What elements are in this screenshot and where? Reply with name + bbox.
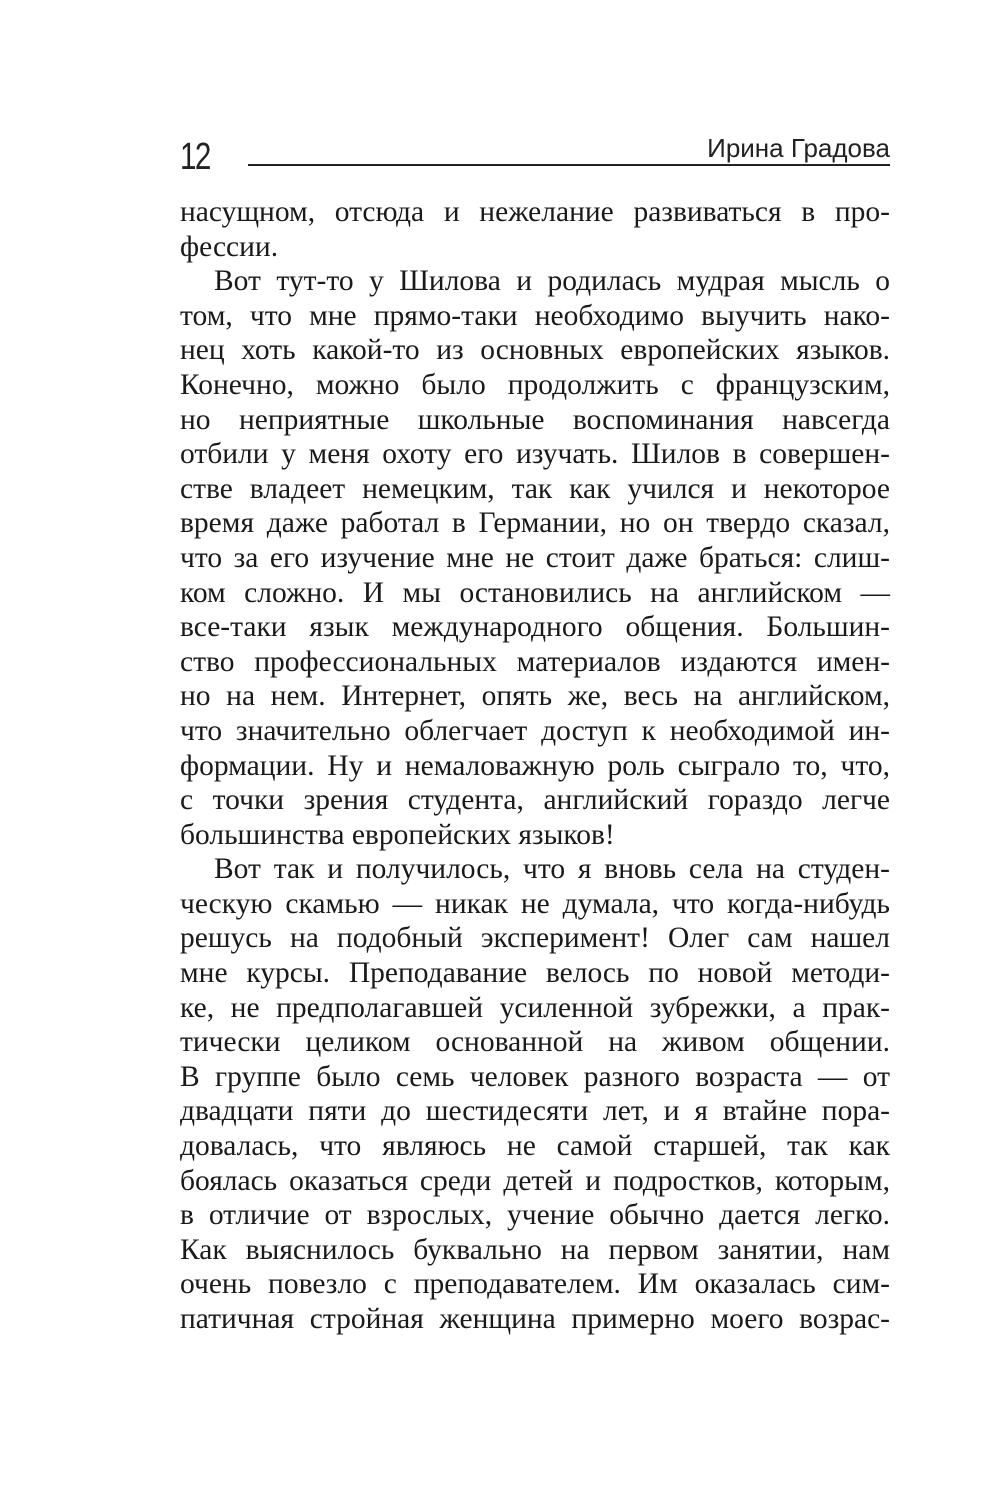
- text-line: ство профессиональных материалов издаются имен-: [180, 645, 890, 678]
- paragraph: [180, 852, 890, 1336]
- page-header: [0, 0, 1000, 200]
- body-text: [180, 195, 890, 1337]
- text-line: ком сложно. И мы остановились на английском —: [180, 576, 890, 609]
- text-line: Вот тут-то у Шилова и родилась мудрая мысль о: [214, 265, 890, 298]
- text-line: стве владеет немецким, так как учился и некоторое: [180, 472, 890, 505]
- text-line: формации. Ну и немаловажную роль сыграло то, что,: [180, 749, 890, 782]
- paragraph: [180, 264, 890, 852]
- text-line: решусь на подобный эксперимент! Олег сам нашел: [180, 922, 890, 955]
- text-line: Вот так и получилось, что я вновь села на студен-: [214, 853, 890, 886]
- text-line: что за его изучение мне не стоит даже браться: слиш-: [180, 541, 890, 574]
- text-line: тически целиком основанной на живом общении.: [180, 1026, 890, 1059]
- text-line: В группе было семь человек разного возраста — от: [180, 1060, 890, 1093]
- text-line: отбили у меня охоту его изучать. Шилов в совершен-: [180, 438, 890, 471]
- text-line: ке, не предполагавшей усиленной зубрежки, а прак-: [180, 991, 890, 1024]
- text-line: Конечно, можно было продолжить с французским,: [180, 368, 890, 401]
- text-line: но на нем. Интернет, опять же, весь на английском,: [180, 680, 890, 713]
- text-line: довалась, что являюсь не самой старшей, так как: [180, 1130, 890, 1163]
- text-line: насущном, отсюда и нежелание развиваться в про-: [180, 196, 890, 228]
- text-line: нец хоть какой-то из основных европейских языков.: [180, 334, 890, 367]
- text-line: патичная стройная женщина примерно моего возрас-: [180, 1303, 890, 1335]
- running-head-author: Ирина Градова: [707, 133, 890, 163]
- text-line: большинства европейских языков!: [180, 818, 615, 851]
- text-line: с точки зрения студента, английский гораздо легче: [180, 784, 890, 817]
- text-line: что значительно облегчает доступ к необходимой ин-: [180, 714, 890, 747]
- text-line: двадцати пяти до шестидесяти лет, и я втайне пора-: [180, 1095, 890, 1128]
- text-line: время даже работал в Германии, но он твердо сказал,: [180, 507, 890, 540]
- text-line: том, что мне прямо-таки необходимо выучить нако-: [180, 299, 890, 332]
- paragraph: [180, 195, 890, 264]
- text-line: Как выяснилось буквально на первом занятии, нам: [180, 1233, 890, 1266]
- text-line: но неприятные школьные воспоминания навсегда: [180, 403, 890, 436]
- text-line: ческую скамью — никак не думала, что когда-нибудь: [180, 887, 890, 920]
- text-line: мне курсы. Преподавание велось по новой методи-: [180, 957, 890, 990]
- text-line: очень повезло с преподавателем. Им оказалась сим-: [180, 1268, 890, 1301]
- header-rule: [248, 164, 890, 166]
- text-line: в отличие от взрослых, учение обычно дается легко.: [180, 1199, 890, 1232]
- text-line: боялась оказаться среди детей и подростков, которым,: [180, 1164, 890, 1197]
- text-line: фессии.: [180, 230, 279, 263]
- page-number: 12: [180, 136, 210, 178]
- text-line: все-таки язык международного общения. Большин-: [180, 611, 890, 644]
